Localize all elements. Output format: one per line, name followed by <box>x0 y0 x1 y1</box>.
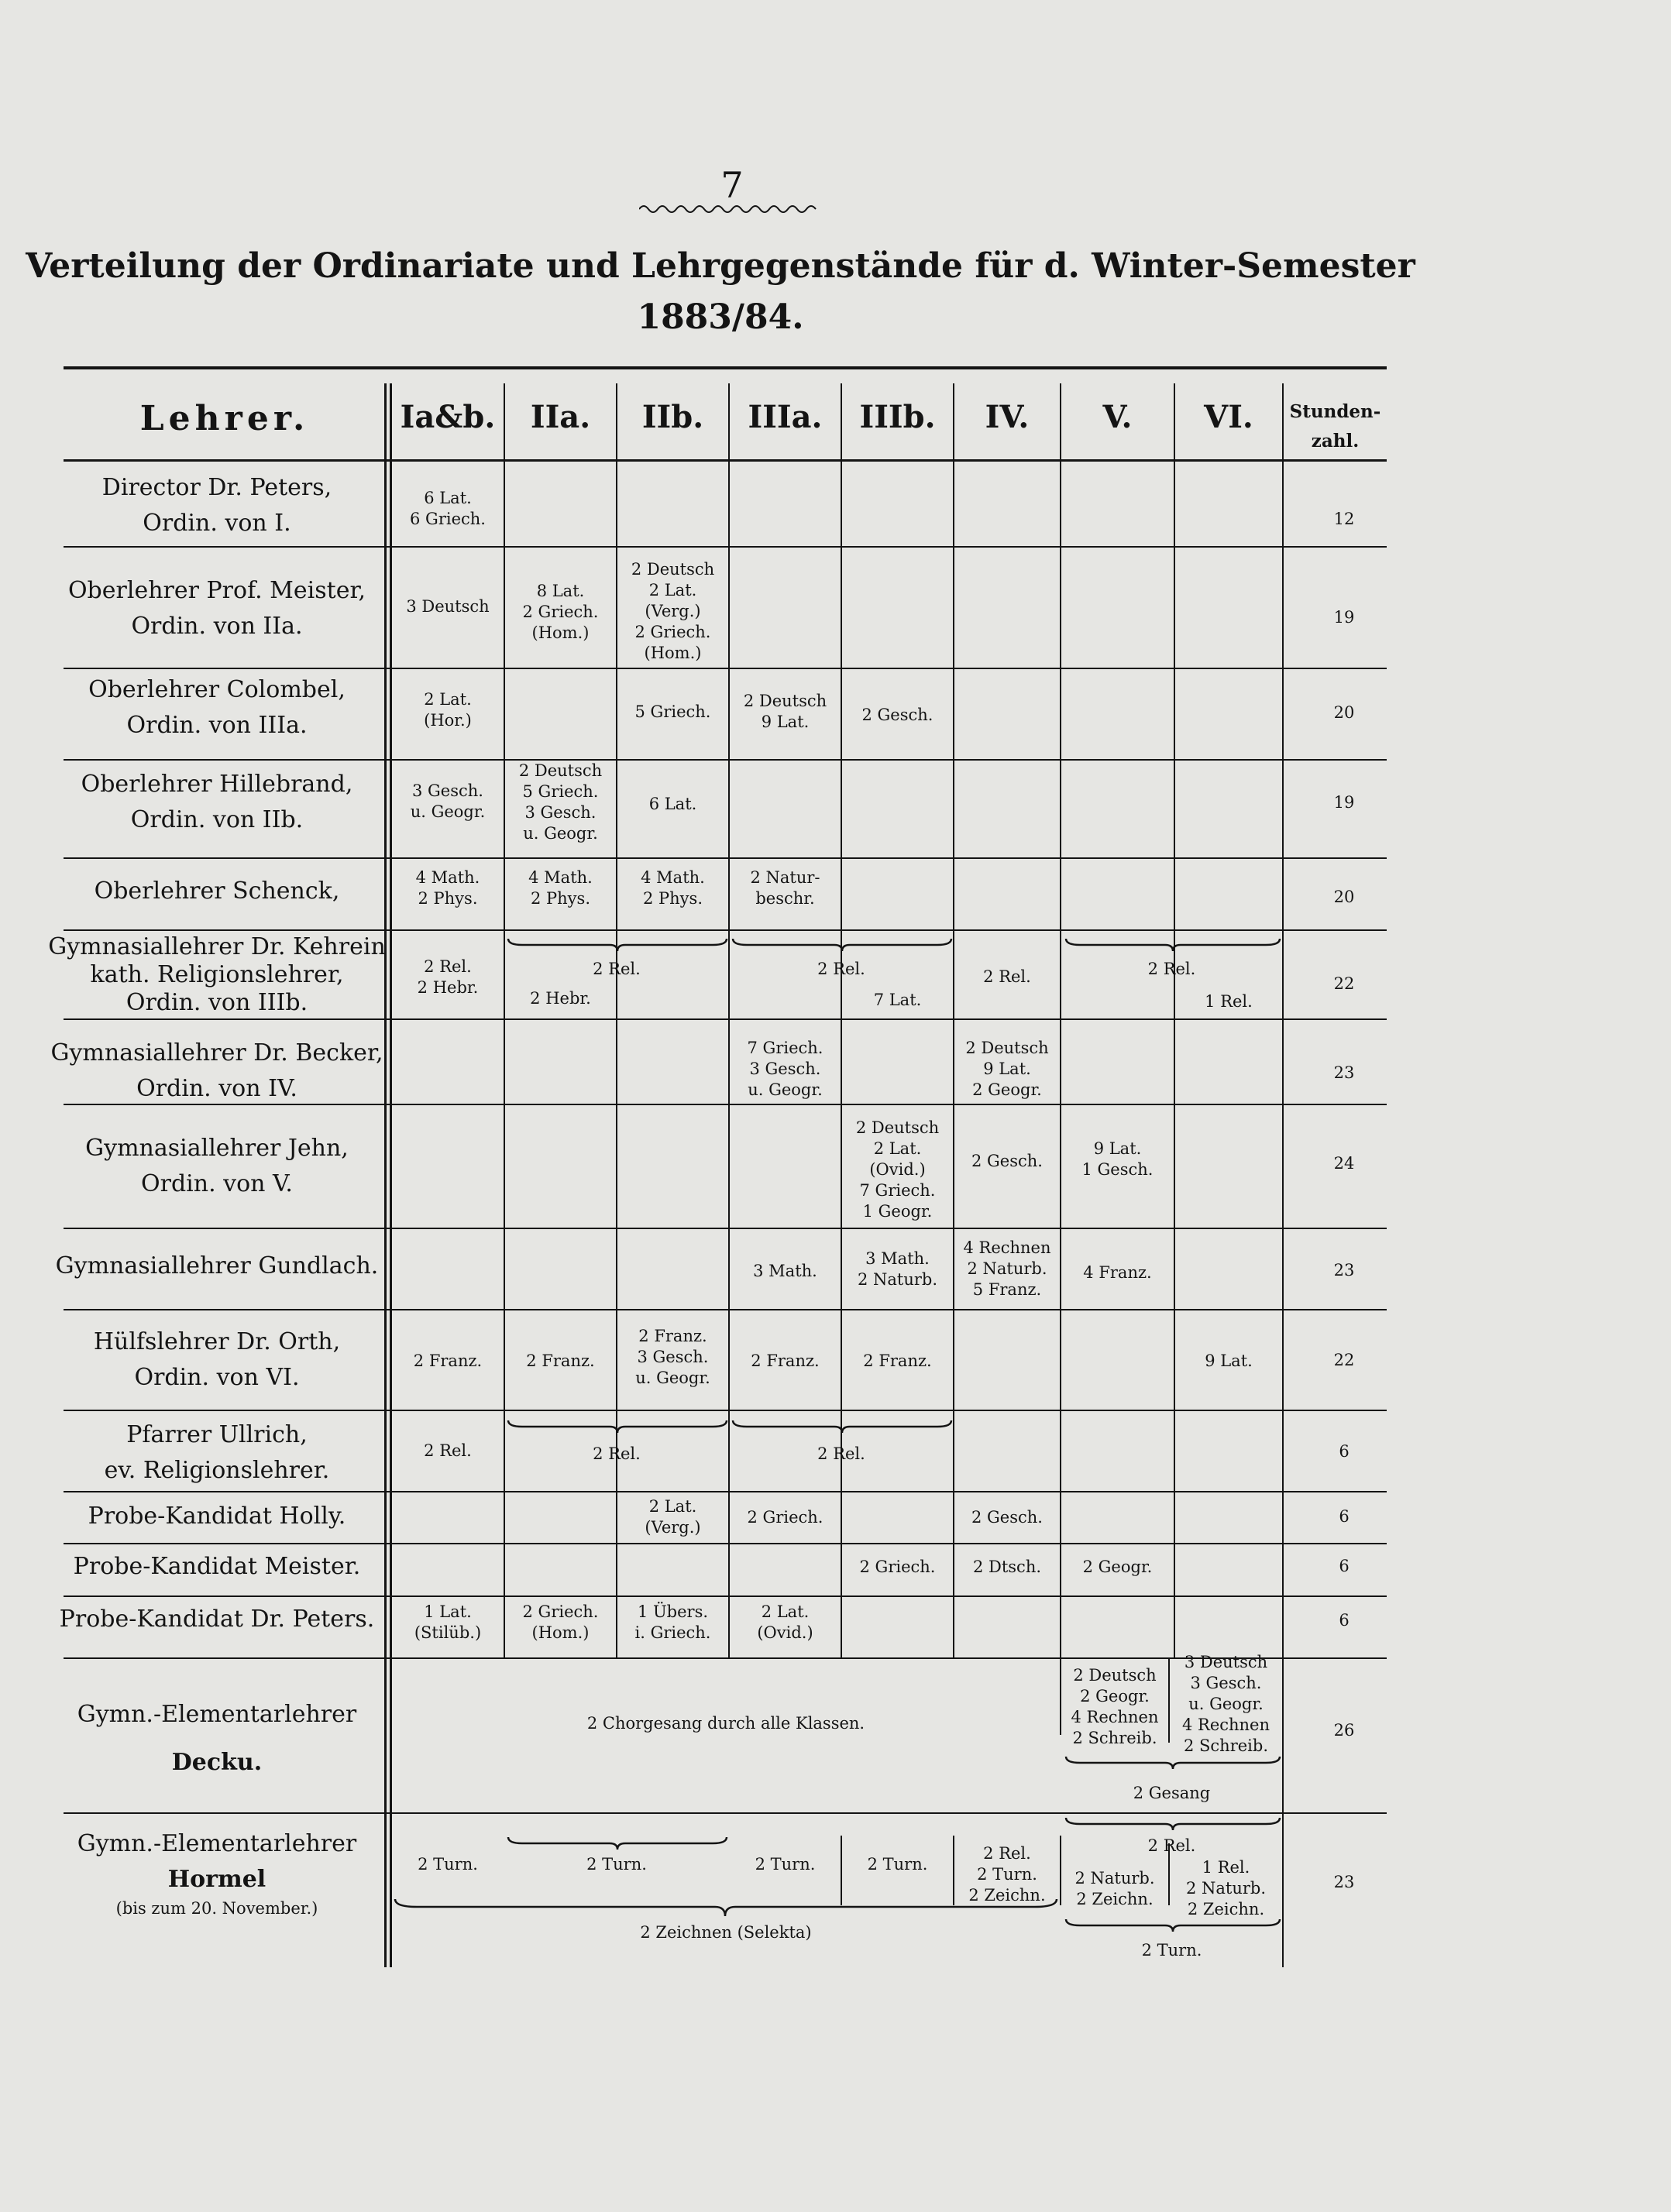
teacher-ordinariat: Ordin. von VI. <box>134 1364 300 1391</box>
subject-cell: 4 Math. 2 Phys. <box>641 868 705 908</box>
subject-cell: 2 Gesch. <box>971 1508 1043 1527</box>
subject-cell: 2 Deutsch 2 Geogr. 4 Rechnen 2 Schreib. <box>1071 1666 1159 1747</box>
row-rule <box>64 668 1387 669</box>
subject-cell: 2 Franz. <box>863 1352 932 1370</box>
column-rule <box>1282 383 1284 1967</box>
header-class-iia: IIa. <box>530 399 591 435</box>
teacher-name-line: Oberlehrer Schenck, <box>94 878 340 905</box>
row-rule <box>64 1309 1387 1310</box>
subject-cell: 4 Rechnen 2 Naturb. 5 Franz. <box>963 1238 1051 1299</box>
header-hours-line2: zahl. <box>1311 431 1360 452</box>
span-brace <box>394 1898 1060 1918</box>
hours-value: 26 <box>1333 1721 1355 1740</box>
subject-cell: 2 Rel. <box>983 967 1031 986</box>
header-rule <box>64 459 1387 462</box>
hours-value: 19 <box>1333 608 1355 627</box>
subject-cell: 2 Deutsch 2 Lat. (Verg.) 2 Griech. (Hom.) <box>631 560 715 662</box>
teacher-ordinariat: Ordin. von IIa. <box>131 613 303 640</box>
teacher-name-line: Gymnasiallehrer Jehn, <box>85 1135 349 1162</box>
teacher-ordinariat: Ordin. von IIIa. <box>126 712 308 739</box>
subject-cell: 3 Math. 2 Naturb. <box>857 1249 938 1289</box>
teacher-name <box>46 874 387 909</box>
subject-cell: 6 Lat. <box>648 795 697 813</box>
span-brace <box>507 1419 728 1434</box>
header-hours-line1: Stunden- <box>1289 401 1381 422</box>
row-rule <box>64 929 1387 931</box>
row-rule <box>64 759 1387 761</box>
subject-cell: 2 Rel. <box>1147 1836 1196 1855</box>
teacher-name-line: Oberlehrer Hillebrand, <box>81 771 353 798</box>
subject-cell: 4 Math. 2 Phys. <box>415 868 480 908</box>
subject-cell: 8 Lat. 2 Griech. (Hom.) <box>522 582 599 642</box>
teacher-name-line: Hülfslehrer Dr. Orth, <box>93 1328 341 1355</box>
teacher-name-line: Oberlehrer Prof. Meister, <box>67 577 366 604</box>
teacher-surname: Hormel <box>167 1866 266 1893</box>
subject-cell: 2 Franz. 3 Gesch. u. Geogr. <box>635 1327 710 1387</box>
span-brace <box>1064 937 1281 953</box>
subject-cell: 2 Rel. <box>817 960 865 978</box>
subject-cell: 2 Rel. <box>593 1444 641 1463</box>
subject-cell: 2 Franz. <box>413 1352 483 1370</box>
table-top-rule <box>64 366 1387 369</box>
header-class-iib: IIb. <box>641 399 704 435</box>
column-rule <box>953 383 954 1657</box>
subject-cell: 2 Rel. <box>1147 960 1196 978</box>
teacher-name <box>46 1036 387 1107</box>
teacher-name-line: Gymnasiallehrer Dr. Becker, <box>50 1039 383 1066</box>
teacher-name <box>46 767 387 838</box>
header-class-iv: IV. <box>985 399 1030 435</box>
teacher-name <box>46 672 387 744</box>
span-brace <box>1064 1918 1281 1933</box>
hours-value: 6 <box>1339 1557 1350 1575</box>
teacher-name-line: Pfarrer Ullrich, <box>126 1421 308 1448</box>
teacher-name-line: Gymn.-Elementarlehrer <box>77 1830 357 1857</box>
subject-cell: 3 Deutsch 3 Gesch. u. Geogr. 4 Rechnen 2 Schreib. <box>1181 1653 1270 1755</box>
page-number: 7 <box>720 164 744 206</box>
subject-cell: 9 Lat. <box>1205 1352 1253 1370</box>
subject-cell: 2 Griech. <box>859 1558 936 1576</box>
hours-value: 6 <box>1339 1442 1350 1461</box>
subject-cell: 1 Rel. <box>1205 992 1253 1011</box>
subject-cell: 2 Turn. <box>418 1855 478 1874</box>
subject-cell-all-classes: 2 Chorgesang durch alle Klassen. <box>586 1714 865 1733</box>
column-rule <box>1060 383 1061 1657</box>
teacher-name <box>46 1249 387 1284</box>
teacher-name <box>46 933 387 1017</box>
subject-cell: 1 Übers. i. Griech. <box>634 1602 711 1642</box>
subject-cell: 2 Lat. (Verg.) <box>645 1497 701 1537</box>
teacher-name-line: Gymnasiallehrer Gundlach. <box>55 1252 379 1279</box>
subject-cell: 2 Gesang <box>1133 1784 1211 1802</box>
column-rule <box>1174 383 1175 1657</box>
subject-cell: 2 Rel. <box>424 1441 472 1460</box>
teacher-surname: Decku. <box>171 1749 263 1776</box>
teacher-role: ev. Religionslehrer. <box>104 1457 330 1484</box>
subject-cell: 1 Rel. 2 Naturb. 2 Zeichn. <box>1185 1858 1267 1918</box>
teacher-ordinariat: Ordin. von IIIb. <box>125 989 308 1016</box>
row-rule <box>64 857 1387 859</box>
span-brace <box>507 1836 728 1851</box>
header-teacher: Lehrer. <box>139 399 310 438</box>
hours-value: 20 <box>1333 703 1355 722</box>
teacher-name-line: Probe-Kandidat Holly. <box>88 1503 346 1530</box>
column-rule <box>504 383 505 1657</box>
hours-value: 22 <box>1333 1351 1355 1369</box>
row-rule <box>64 1018 1387 1020</box>
header-class-v: V. <box>1102 399 1133 435</box>
subject-cell: 2 Deutsch 9 Lat. <box>743 692 827 731</box>
span-brace <box>731 1419 953 1434</box>
header-class-iiia: IIIa. <box>748 399 823 435</box>
subject-cell: 1 Lat. (Stilüb.) <box>414 1602 482 1642</box>
subject-cell: 2 Franz. <box>751 1352 820 1370</box>
subject-cell: 7 Griech. 3 Gesch. u. Geogr. <box>747 1039 823 1099</box>
subject-cell: 2 Franz. <box>526 1352 595 1370</box>
teacher-name <box>46 1131 387 1202</box>
teacher-name <box>46 1549 387 1585</box>
subject-cell: 2 Griech. (Hom.) <box>522 1602 599 1642</box>
teacher-name-line: Probe-Kandidat Meister. <box>73 1553 361 1580</box>
teacher-name-line: Gymnasiallehrer Dr. Kehrein <box>48 933 386 960</box>
row-rule <box>64 1228 1387 1229</box>
hours-value: 23 <box>1333 1873 1355 1891</box>
subject-cell: 2 Rel. 2 Hebr. <box>417 957 479 997</box>
teacher-note: (bis zum 20. November.) <box>115 1899 318 1918</box>
teacher-name-line: Probe-Kandidat Dr. Peters. <box>59 1606 375 1633</box>
subject-cell: 2 Rel. <box>817 1444 865 1463</box>
hours-value: 6 <box>1339 1507 1350 1526</box>
decorative-wavy-rule <box>639 203 817 215</box>
subject-cell: 2 Turn. <box>755 1855 816 1874</box>
row-rule <box>64 1491 1387 1492</box>
teacher-name <box>46 1826 387 1919</box>
hours-value: 24 <box>1333 1154 1355 1173</box>
teacher-name <box>46 470 387 541</box>
subject-cell: 2 Rel. <box>593 960 641 978</box>
subject-cell: 2 Griech. <box>747 1508 823 1527</box>
teacher-name <box>46 573 387 644</box>
hours-value: 12 <box>1333 510 1355 528</box>
teacher-name <box>46 1417 387 1489</box>
column-rule <box>728 383 730 1657</box>
row-rule <box>64 546 1387 548</box>
span-brace <box>1064 1816 1281 1832</box>
subject-cell: 2 Natur- beschr. <box>750 868 820 908</box>
subject-cell: 2 Gesch. <box>861 706 933 724</box>
subject-cell: 2 Dtsch. <box>972 1558 1042 1576</box>
page-title: Verteilung der Ordinariate und Lehrgegenstände für d. Winter-Semester <box>26 246 1415 286</box>
teacher-ordinariat: Ordin. von IIb. <box>130 806 304 833</box>
subject-cell: 2 Rel. 2 Turn. 2 Zeichn. <box>968 1844 1046 1905</box>
subject-cell: 9 Lat. 1 Gesch. <box>1081 1139 1154 1179</box>
hours-value: 22 <box>1333 974 1355 993</box>
subject-cell: 5 Griech. <box>634 702 711 721</box>
hours-value: 20 <box>1333 888 1355 906</box>
subject-cell: 2 Turn. <box>1141 1941 1202 1960</box>
row-rule <box>64 1410 1387 1411</box>
subject-cell: 2 Lat. (Hor.) <box>424 690 472 730</box>
teacher-name <box>46 1324 387 1396</box>
subject-cell: 7 Lat. <box>873 991 922 1009</box>
subject-cell: 2 Naturb. 2 Zeichn. <box>1074 1869 1155 1908</box>
header-class-ia-b: Ia&b. <box>400 399 496 435</box>
teacher-ordinariat: Ordin. von I. <box>143 510 291 537</box>
subject-cell: 3 Gesch. u. Geogr. <box>410 781 486 821</box>
subject-cell: 4 Franz. <box>1083 1263 1152 1282</box>
teacher-name-line: Gymn.-Elementarlehrer <box>77 1701 357 1728</box>
subject-cell: 2 Lat. (Ovid.) <box>757 1602 813 1642</box>
subject-cell: 2 Gesch. <box>971 1152 1043 1170</box>
subject-cell: 4 Math. 2 Phys. <box>528 868 593 908</box>
row-rule <box>64 1543 1387 1544</box>
teacher-ordinariat: Ordin. von V. <box>141 1170 293 1197</box>
teacher-role: kath. Religionslehrer, <box>90 961 344 988</box>
span-brace <box>731 937 953 953</box>
hours-value: 23 <box>1333 1063 1355 1082</box>
hours-value: 23 <box>1333 1261 1355 1279</box>
subject-cell: 2 Geogr. <box>1082 1558 1153 1576</box>
subject-cell: 2 Deutsch 2 Lat. (Ovid.) 7 Griech. 1 Geogr. <box>855 1118 940 1221</box>
teacher-name-line: Oberlehrer Colombel, <box>88 676 346 703</box>
teacher-ordinariat: Ordin. von IV. <box>136 1075 297 1102</box>
span-brace <box>507 937 728 953</box>
teacher-name-line: Director Dr. Peters, <box>101 474 332 501</box>
subject-cell: 3 Math. <box>753 1262 817 1280</box>
row-rule <box>64 1595 1387 1597</box>
teacher-name <box>46 1691 387 1787</box>
subject-cell-selekta: 2 Zeichnen (Selekta) <box>640 1923 812 1942</box>
subject-cell: 2 Turn. <box>867 1855 928 1874</box>
subject-cell: 2 Turn. <box>586 1855 647 1874</box>
span-brace <box>1064 1755 1281 1771</box>
hours-value: 19 <box>1333 793 1355 812</box>
subject-cell: 2 Deutsch 5 Griech. 3 Gesch. u. Geogr. <box>518 761 603 843</box>
subject-cell: 2 Deutsch 9 Lat. 2 Geogr. <box>965 1039 1049 1099</box>
page-subtitle-year: 1883/84. <box>637 297 804 337</box>
header-class-vi: VI. <box>1204 399 1253 435</box>
hours-value: 6 <box>1339 1611 1350 1630</box>
teacher-name <box>46 1602 387 1637</box>
row-rule <box>64 1812 1387 1814</box>
subject-cell: 3 Deutsch <box>406 597 490 616</box>
subject-cell: 2 Hebr. <box>530 989 591 1008</box>
teacher-name <box>46 1499 387 1534</box>
column-rule <box>841 383 842 1657</box>
subject-cell: 6 Lat. 6 Griech. <box>410 489 486 528</box>
header-class-iiib: IIIb. <box>859 399 936 435</box>
